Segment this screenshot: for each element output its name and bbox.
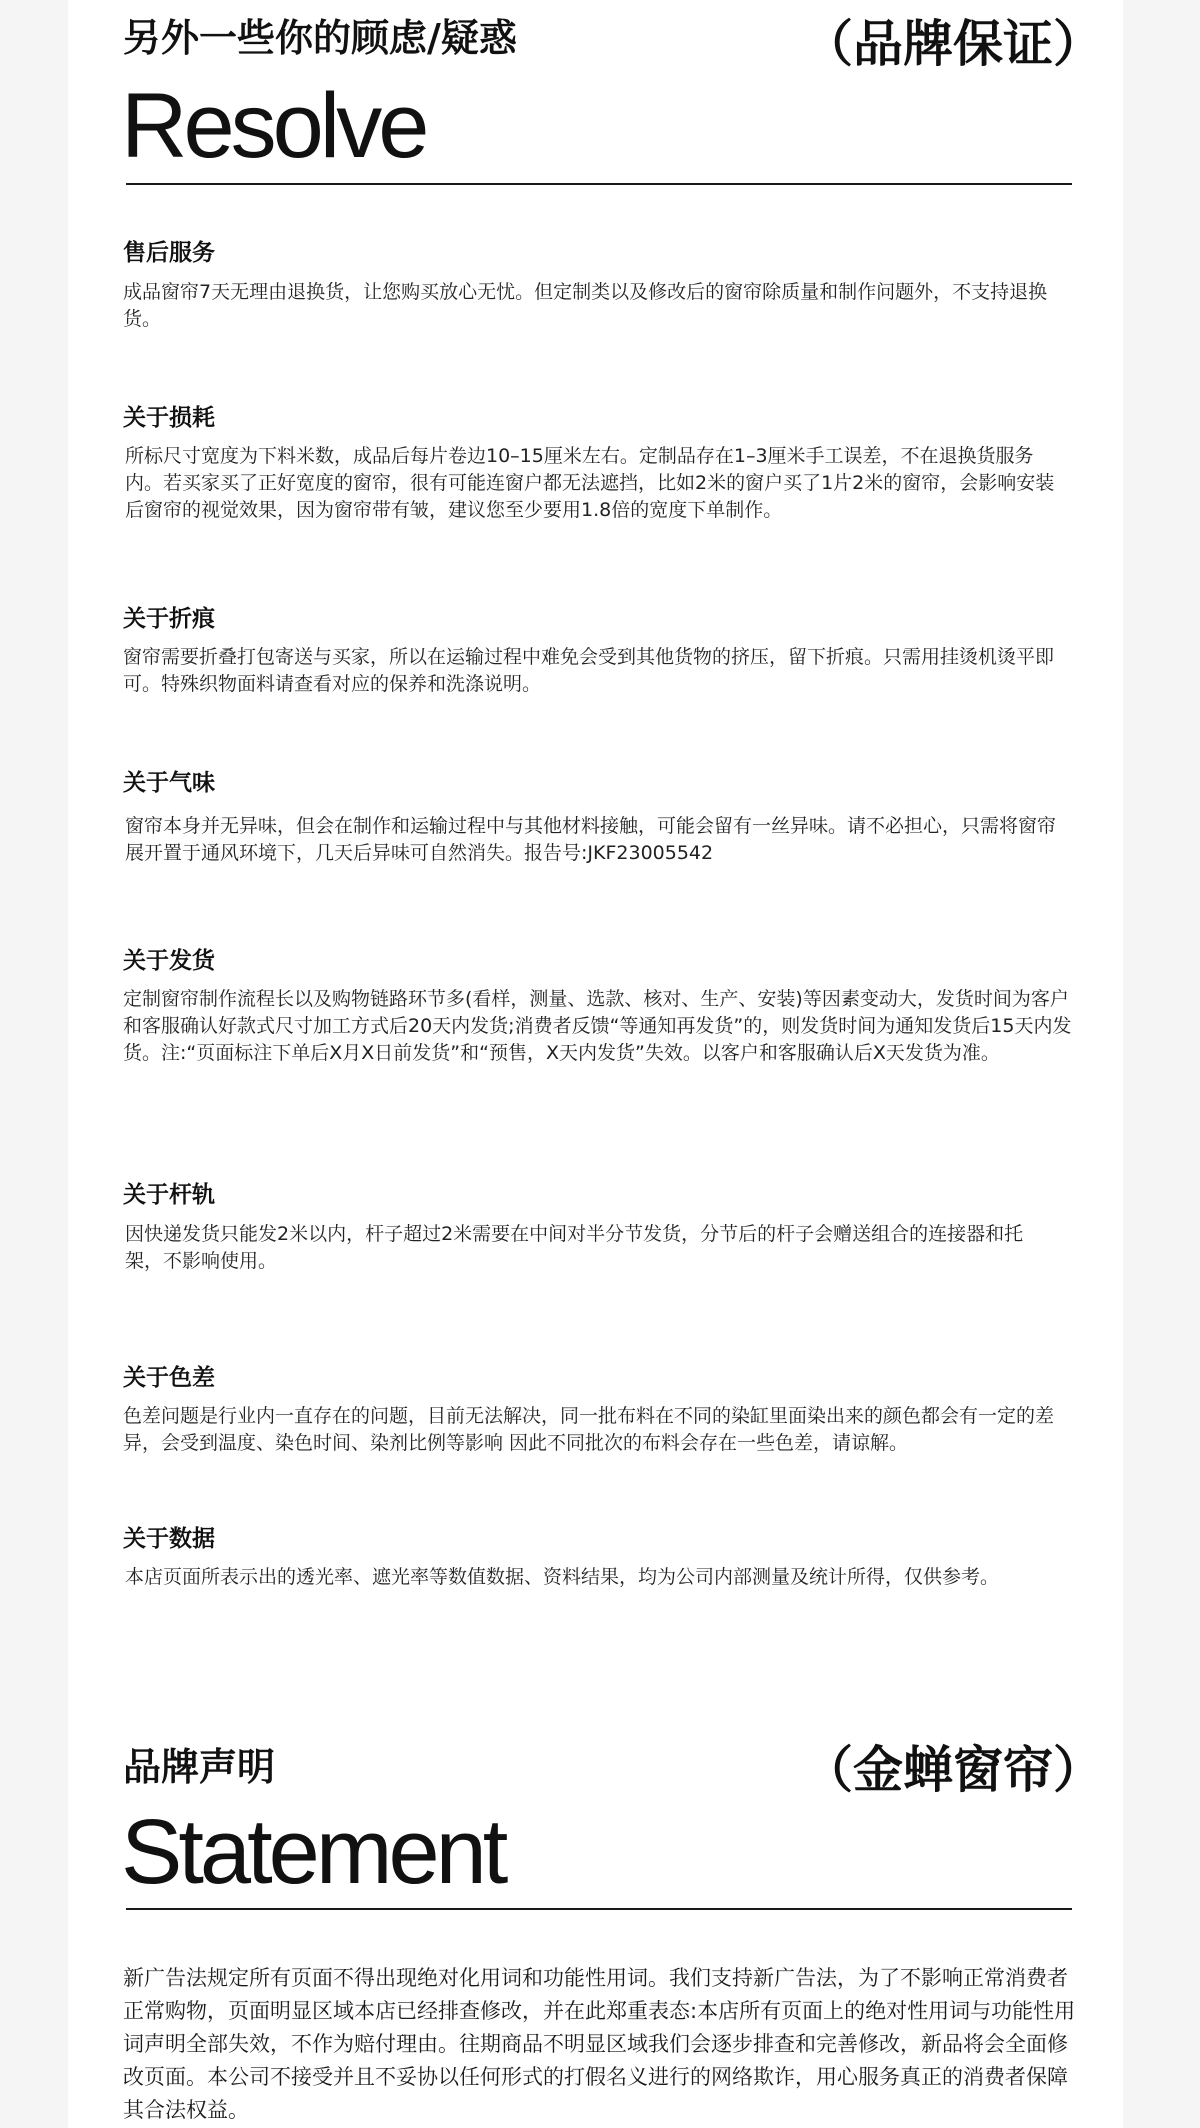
statement-divider <box>126 1908 1072 1910</box>
faq-body-after-sales: 成品窗帘7天无理由退换货，让您购买放心无忧。但定制类以及修改后的窗帘除质量和制作问题外，不支持退换货。 <box>123 281 1048 330</box>
faq-body-wastage: 所标尺寸宽度为下料米数，成品后每片卷边10–15厘米左右。定制品存在1–3厘米手工误差，不在退换货服务内。若买家买了正好宽度的窗帘，很有可能连窗户都无法遮挡，比如2米的窗户买了1片2米的窗帘，会影响安装后窗帘的视觉效果，因为窗帘带有皱，建议您至少要用1.8倍的宽度下单制作。 <box>125 445 1055 521</box>
faq-heading-after-sales: 售后服务 <box>123 240 215 266</box>
faq-body-shipping: 定制窗帘制作流程长以及购物链路环节多(看样，测量、选款、核对、生产、安装)等因素变动大，发货时间为客户和客服确认好款式尺寸加工方式后20天内发货;消费者反馈“等通知再发货”的，则发货时间为通知发货后15天内发货。注:“页面标注下单后X月X日前发货”和“预售，X天内发货”失效。以客户和客服确认后X天发货为准。 <box>123 988 1072 1064</box>
faq-heading-shipping: 关于发货 <box>123 948 215 974</box>
resolve-title-brand-guarantee: （品牌保证） <box>803 15 1103 73</box>
faq-heading-creases: 关于折痕 <box>123 606 215 632</box>
faq-body-rods: 因快递发货只能发2米以内，杆子超过2米需要在中间对半分节发货，分节后的杆子会赠送组合的连接器和托架，不影响使用。 <box>125 1223 1024 1272</box>
faq-heading-odor: 关于气味 <box>123 770 215 796</box>
faq-heading-color-difference: 关于色差 <box>123 1365 215 1391</box>
faq-body-odor: 窗帘本身并无异味，但会在制作和运输过程中与其他材料接触，可能会留有一丝异味。请不必担心，只需将窗帘展开置于通风环境下，几天后异味可自然消失。报告号:JKF23005542 <box>125 815 1057 864</box>
statement-title-cn: 品牌声明 <box>123 1745 276 1789</box>
resolve-title-en: Resolve <box>121 75 426 177</box>
statement-title-en: Statement <box>121 1801 505 1903</box>
faq-heading-data: 关于数据 <box>123 1526 215 1552</box>
statement-body: 新广告法规定所有页面不得出现绝对化用词和功能性用词。我们支持新广告法，为了不影响正常消费者正常购物，页面明显区域本店已经排查修改，并在此郑重表态:本店所有页面上的绝对性用词与功能性用词声明全部失效，不作为赔付理由。往期商品不明显区域我们会逐步排查和完善修改，新品将会全面修改页面。本公司不接受并且不妥协以任何形式的打假名义进行的网络欺诈，用心服务真正的消费者保障其合法权益。 <box>123 1966 1076 2122</box>
faq-body-color-difference: 色差问题是行业内一直存在的问题，目前无法解决，同一批布料在不同的染缸里面染出来的颜色都会有一定的差异，会受到温度、染色时间、染剂比例等影响 因此不同批次的布料会存在一些色差，请谅解。 <box>123 1405 1055 1454</box>
statement-title-brand: （金蝉窗帘） <box>803 1741 1103 1799</box>
faq-body-creases: 窗帘需要折叠打包寄送与买家，所以在运输过程中难免会受到其他货物的挤压，留下折痕。只需用挂烫机烫平即可。特殊织物面料请查看对应的保养和洗涤说明。 <box>123 646 1055 695</box>
content-page <box>68 0 1123 2128</box>
resolve-divider <box>126 183 1072 185</box>
resolve-title-cn: 另外一些你的顾虑/疑惑 <box>123 16 517 60</box>
faq-heading-rods: 关于杆轨 <box>123 1182 215 1208</box>
faq-body-data: 本店页面所表示出的透光率、遮光率等数值数据、资料结果，均为公司内部测量及统计所得，仅供参考。 <box>125 1566 1000 1588</box>
faq-heading-wastage: 关于损耗 <box>123 405 215 431</box>
